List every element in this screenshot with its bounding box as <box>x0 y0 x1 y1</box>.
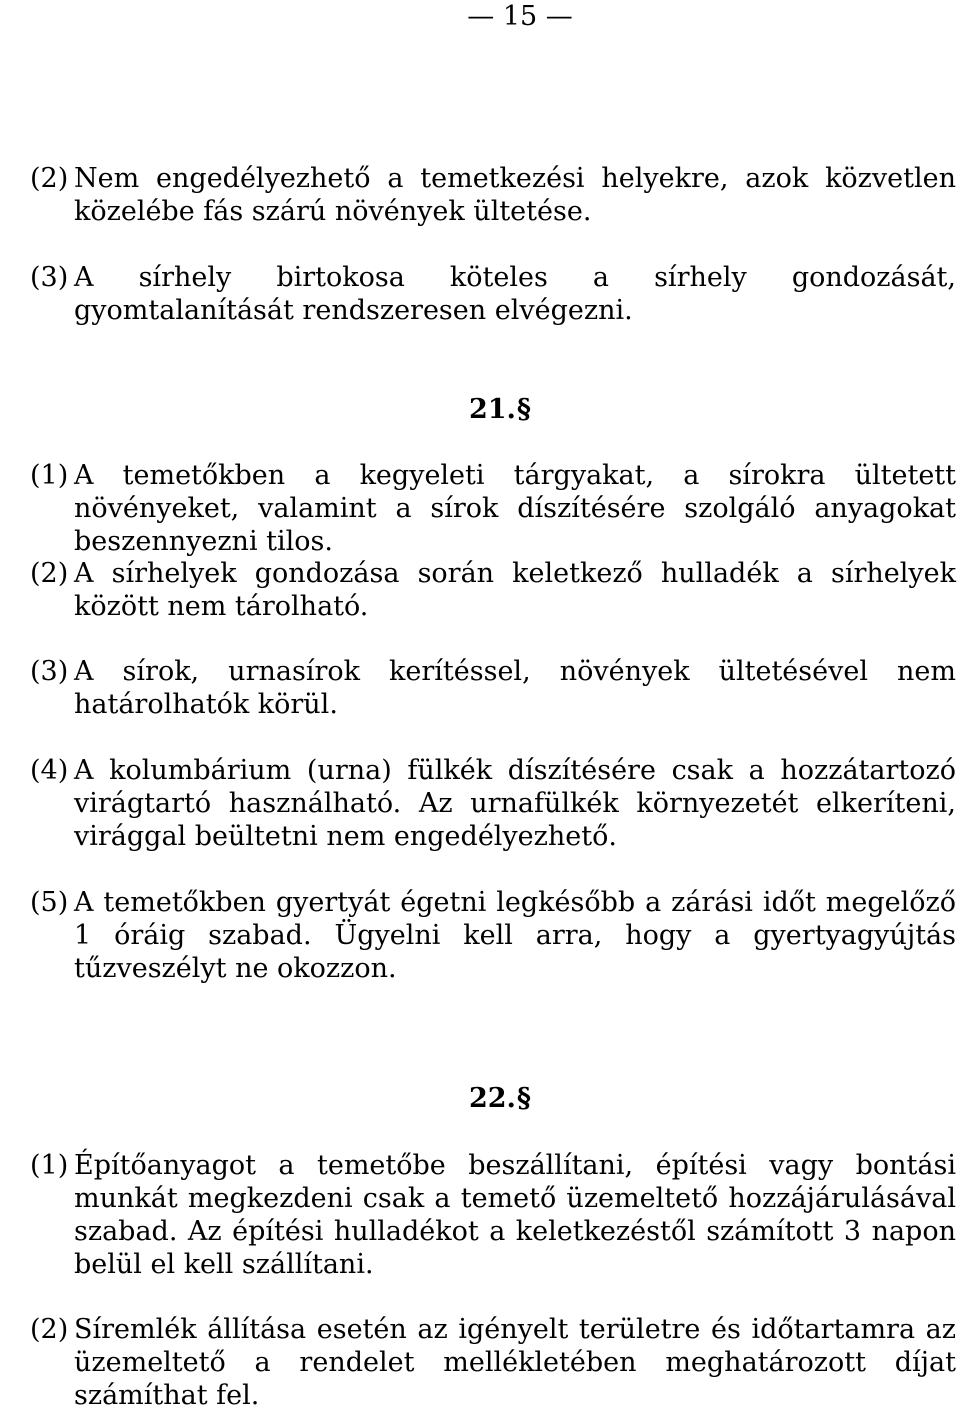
paragraph-text: Síremlék állítása esetén az igényelt területre és időtartamra az üzemeltető a rendelet mellékletében meghatározott díjat számíthat fel. <box>74 1314 956 1411</box>
paragraph-text: Építőanyagot a temetőbe beszállítani, építési vagy bontási munkát megkezdeni csak a temető üzemeltető hozzájárulásával szabad. Az építési hulladékot a keletkezéstől számított 3 napon belül el kell szállítani. <box>74 1150 956 1280</box>
section-22-paragraph-1 <box>30 1149 956 1281</box>
paragraph-number: (5) <box>30 887 69 918</box>
section-number: 21. <box>468 394 516 425</box>
paragraph-number: (3) <box>30 656 69 687</box>
section-21-paragraph-5 <box>30 886 956 985</box>
section-22-paragraph-2 <box>30 1313 956 1412</box>
paragraph-number: (2) <box>30 1314 69 1345</box>
section-21-paragraph-1 <box>30 459 956 558</box>
paragraph-text: A kolumbárium (urna) fülkék díszítésére csak a hozzátartozó virágtartó használható. Az urnafülkék környezetét elkeríteni, virággal beültetni nem engedélyezhető. <box>74 755 956 852</box>
paragraph-number: (2) <box>30 558 69 589</box>
page-number: — 15 — <box>467 1 573 32</box>
section-heading-22 <box>0 1082 960 1115</box>
paragraph-number: (4) <box>30 755 69 786</box>
section-heading-21 <box>0 393 960 426</box>
paragraph-text: A sírhely birtokosa köteles a sírhely gondozását, gyomtalanítását rendszeresen elvégezni. <box>74 262 956 326</box>
paragraph-number: (3) <box>30 262 69 293</box>
paragraph-number: (2) <box>30 163 69 194</box>
paragraph-text: A temetőkben a kegyeleti tárgyakat, a sírokra ültetett növényeket, valamint a sírok díszítésére szolgáló anyagokat beszennyezni tilos. <box>74 460 956 557</box>
section-sign: § <box>516 1083 532 1114</box>
paragraph-number: (1) <box>30 1150 69 1181</box>
section-21-paragraph-2 <box>30 557 956 623</box>
paragraph-text: A temetőkben gyertyát égetni legkésőbb a zárási időt megelőző 1 óráig szabad. Ügyelni kell arra, hogy a gyertyagyújtás tűzveszélyt ne okozzon. <box>74 887 956 984</box>
paragraph-text: Nem engedélyezhető a temetkezési helyekre, azok közvetlen közelébe fás szárú növények ültetése. <box>74 163 956 227</box>
paragraph-text: A sírhelyek gondozása során keletkező hulladék a sírhelyek között nem tárolható. <box>74 558 956 622</box>
paragraph-number: (1) <box>30 460 69 491</box>
paragraph-text: A sírok, urnasírok kerítéssel, növények ültetésével nem határolhatók körül. <box>74 656 956 720</box>
paragraph-2 <box>30 162 956 228</box>
section-21-paragraph-4 <box>30 754 956 853</box>
section-number: 22. <box>468 1083 516 1114</box>
paragraph-3 <box>30 261 956 327</box>
section-sign: § <box>516 394 532 425</box>
section-21-paragraph-3 <box>30 655 956 721</box>
